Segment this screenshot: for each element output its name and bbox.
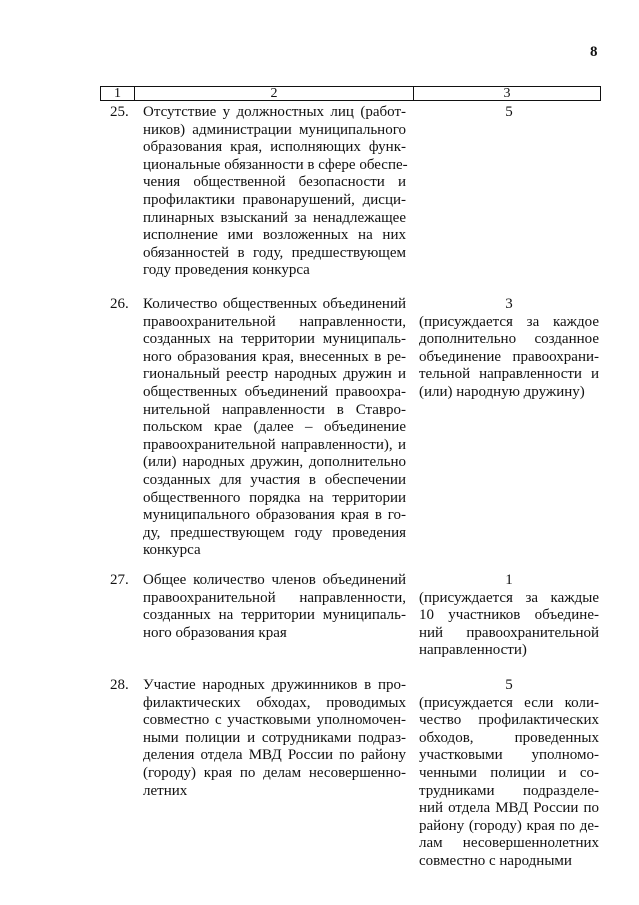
score-value: 1	[505, 572, 513, 588]
score-note-line: лам несовершеннолетних	[419, 835, 599, 852]
score-value: 5	[505, 677, 513, 693]
score-value: 5	[505, 104, 513, 120]
description-line: (городу) края по делам несовершенно-	[143, 764, 406, 781]
header-col-2: 2	[135, 87, 414, 100]
description-line: созданных на территории муниципаль-	[143, 607, 406, 624]
description-line: созданных для участия в обеспечении	[143, 471, 406, 488]
score-note-line: чество профилактических	[419, 712, 599, 729]
score-note-line: трудниками подразделе-	[419, 782, 599, 799]
description-line: Общее количество членов объединений	[143, 572, 406, 588]
score-note-line: району (городу) края по де-	[419, 817, 599, 834]
row-score	[419, 104, 599, 122]
row-score	[419, 677, 599, 871]
description-line: ников) администрации муниципального	[143, 121, 406, 138]
row-description	[143, 572, 406, 642]
row-number: 26.	[110, 296, 129, 312]
description-line: ными полиции и сотрудниками подраз-	[143, 729, 406, 746]
description-line: плинарных взысканий за ненадлежащее	[143, 209, 406, 226]
description-line: правоохранительной направленности), и	[143, 436, 406, 453]
row-number: 27.	[110, 572, 129, 588]
description-line: созданных на территории муниципаль-	[143, 331, 406, 348]
description-line: филактических обходах, проводимых	[143, 694, 406, 711]
description-line: правоохранительной направленности,	[143, 589, 406, 606]
description-line: профилактики правонарушений, дисци-	[143, 191, 406, 208]
description-line: обязанностей в году, предшествующем	[143, 244, 406, 261]
description-line: чения общественной безопасности и	[143, 174, 406, 191]
row-description	[143, 677, 406, 800]
score-note-line: ний правоохранительной	[419, 624, 599, 641]
description-line: гиональный реестр народных дружин и	[143, 366, 406, 383]
score-note-line: ний отдела МВД России по	[419, 800, 599, 817]
page-number: 8	[590, 44, 598, 60]
description-line: конкурса	[143, 542, 201, 559]
description-line: ду, предшествующем году проведения	[143, 524, 406, 541]
score-note-line: участковыми уполномо-	[419, 747, 599, 764]
table-header-row	[100, 86, 601, 101]
row-number: 25.	[110, 104, 129, 120]
row-number: 28.	[110, 677, 129, 693]
description-line: нительной направленности в Ставро-	[143, 401, 406, 418]
description-line: Количество общественных объединений	[143, 296, 406, 312]
description-line: польском крае (далее – объединение	[143, 419, 406, 436]
score-note-line: дополнительно созданное	[419, 331, 599, 348]
description-line: совместно с участковыми уполномочен-	[143, 712, 406, 729]
description-line: образования края, исполняющих функ-	[143, 139, 406, 156]
description-line: году проведения конкурса	[143, 262, 310, 279]
description-line: муниципального образования края в го-	[143, 507, 406, 524]
score-note-line: направленности)	[419, 642, 527, 659]
description-line: общественных объединений правоохра-	[143, 383, 406, 400]
description-line: деления отдела МВД России по району	[143, 747, 406, 764]
description-line: Участие народных дружинников в про-	[143, 677, 406, 693]
header-col-3: 3	[503, 86, 511, 101]
description-line: ного образования края, внесенных в ре-	[143, 348, 406, 365]
score-note-line: (присуждается если коли-	[419, 694, 599, 711]
row-score	[419, 572, 599, 660]
description-line: (или) народных дружин, дополнительно	[143, 454, 406, 471]
description-line: ного образования края	[143, 624, 287, 641]
description-line: общественного порядка на территории	[143, 489, 406, 506]
score-note-line: (или) народную дружину)	[419, 383, 585, 400]
score-note-line: (присуждается за каждое	[419, 313, 599, 330]
score-note-line: объединение правоохрани-	[419, 348, 599, 365]
row-score	[419, 296, 599, 402]
header-col-1: 1	[101, 87, 135, 100]
score-note-line: ченными полиции и со-	[419, 764, 599, 781]
score-note-line: совместно с народными	[419, 852, 572, 869]
score-note-line: обходов, проведенных	[419, 729, 599, 746]
score-note-line: (присуждается за каждые	[419, 589, 599, 606]
description-line: правоохранительной направленности,	[143, 313, 406, 330]
description-line: исполнение ими возложенных на них	[143, 227, 406, 244]
score-value: 3	[505, 296, 513, 312]
description-line: летних	[143, 782, 188, 799]
row-description	[143, 104, 406, 280]
description-line: Отсутствие у должностных лиц (работ-	[143, 104, 406, 120]
score-note-line: 10 участников объедине-	[419, 607, 599, 624]
description-line: циональные обязанности в сфере обеспе-	[143, 156, 408, 173]
score-note-line: тельной направленности и	[419, 366, 599, 383]
row-description	[143, 296, 406, 560]
